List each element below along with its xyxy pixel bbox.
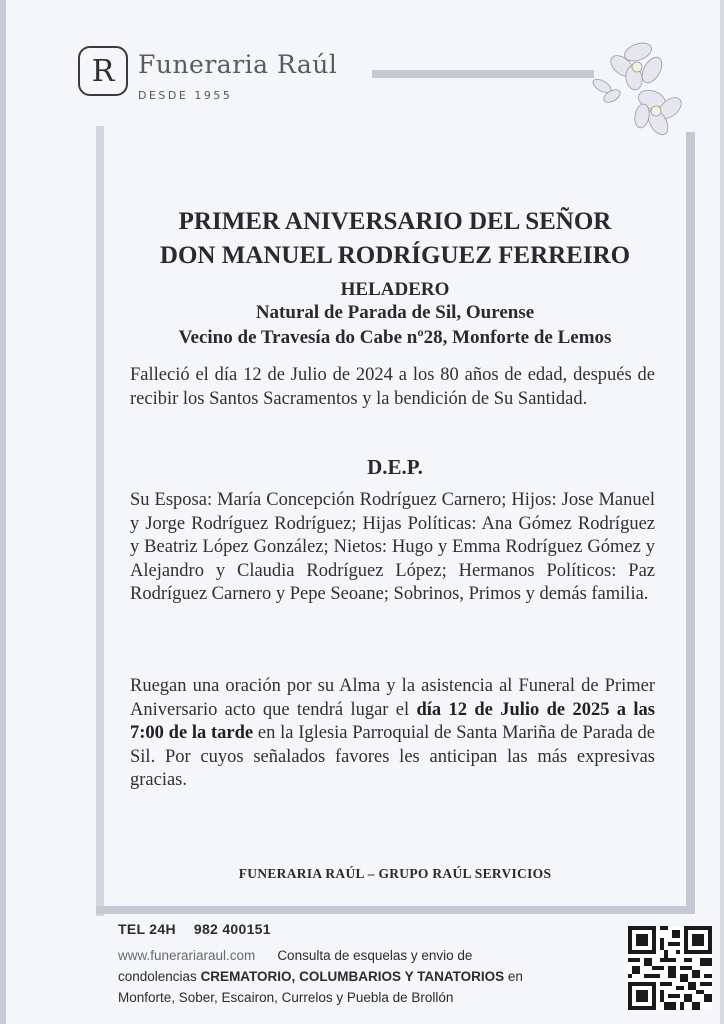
- logo-since: DESDE 1955: [138, 89, 233, 102]
- organization-signature: FUNERARIA RAÚL – GRUPO RAÚL SERVICIOS: [238, 866, 552, 881]
- footer-line-1: [118, 948, 472, 963]
- frame-top-bar: [372, 70, 594, 78]
- title-line-1: PRIMER ANIVERSARIO DEL SEÑOR: [178, 208, 612, 235]
- family-list: Su Esposa: María Concepción Rodríguez Carnero; Hijos: Jose Manuel y Jorge Rodríguez Rodríguez; Hijas Políticas: Ana Gómez Rodríguez y Beatriz López González; Nietos: Hugo y Emma Rodríguez Gómez y Alejandro y Claudia Rodríguez López; Hermanos Políticos: Paz Rodríguez Carnero y Pepe Seoane; Sobrinos, Primos y demás familia.: [130, 490, 655, 604]
- phone-line: [118, 921, 289, 937]
- death-notice: Falleció el día 12 de Julio de 2024 a los 80 años de edad, después de recibir los Santos Sacramentos y la bendición de Su Santidad.: [130, 365, 655, 409]
- services-text: CREMATORIO, COLUMBARIOS Y TANATORIOS: [200, 969, 505, 984]
- phone-number: 982 400151: [193, 921, 271, 937]
- logo-name: Funeraria Raúl: [138, 50, 338, 79]
- dep-heading: D.E.P.: [367, 455, 423, 479]
- funeral-date: día 12 de Julio de 2025 a las 7:00 de la tarde: [130, 699, 655, 743]
- funeral-request: [130, 675, 655, 793]
- footer-locations: Monforte, Sober, Escairon, Currelos y Puebla de Brollón: [118, 990, 454, 1005]
- page-left-edge: [0, 0, 6, 1024]
- phone-label: TEL 24H: [118, 921, 176, 937]
- origin: Natural de Parada de Sil, Ourense: [255, 302, 535, 323]
- flower-decoration-icon: [582, 30, 692, 140]
- residence: Vecino de Travesía do Cabe nº28, Monforte de Lemos: [178, 327, 612, 348]
- occupation: HELADERO: [340, 279, 450, 300]
- logo-monogram: R: [78, 46, 128, 96]
- request-text-before: Ruegan una oración por su Alma y la asistencia al Funeral de Primer Aniversario acto que tendrá lugar el: [130, 676, 655, 720]
- request-text-after: en la Iglesia Parroquial de Santa Mariña de Parada de Sil. Por cuyos señalados favores les anticipan las más expresivas gracias.: [130, 723, 655, 790]
- page-right-edge: [720, 0, 724, 1024]
- footer-line-2: [118, 969, 523, 984]
- website-link[interactable]: www.funerariaraul.com: [118, 948, 256, 963]
- frame-left-bar: [96, 126, 104, 916]
- qr-code-icon[interactable]: [628, 926, 712, 1010]
- condolences-text: condolencias: [118, 969, 201, 984]
- consult-text: Consulta de esquelas y envio de: [277, 948, 473, 963]
- title-line-2: DON MANUEL RODRÍGUEZ FERREIRO: [159, 242, 631, 269]
- in-text: en: [504, 969, 523, 984]
- frame-right-bar: [686, 132, 695, 914]
- frame-bottom-bar: [96, 906, 695, 914]
